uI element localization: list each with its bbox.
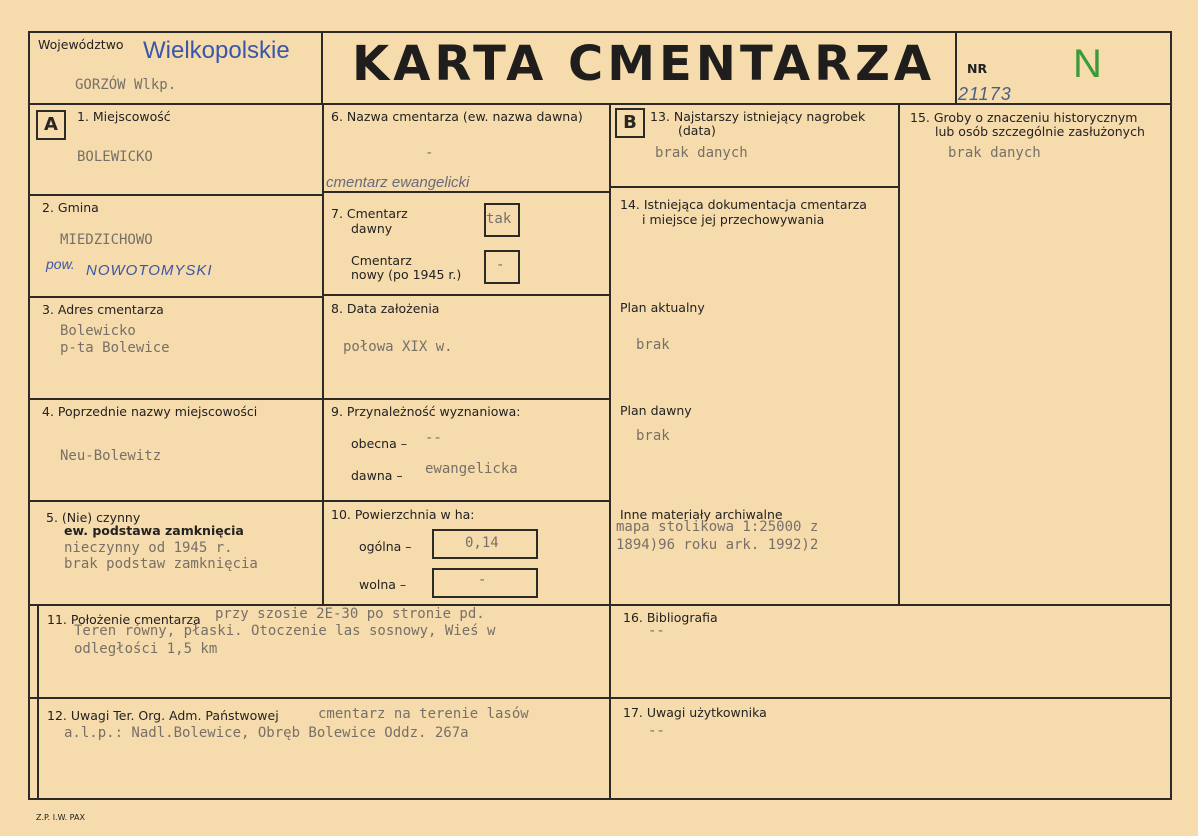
frame-top	[28, 31, 1172, 33]
field-10-ogolna-value: 0,14	[465, 535, 499, 551]
field-13-value: brak danych	[655, 145, 748, 161]
section-a-marker: A	[36, 110, 66, 140]
field-8-label: 8. Data założenia	[331, 301, 440, 316]
field-7-nowy-value: -	[496, 257, 505, 273]
row-bottom-1	[28, 604, 1172, 606]
nr-label: NR	[967, 61, 988, 76]
wojewodztwo-value: Wielkopolskie	[143, 37, 290, 64]
field-17-label: 17. Uwagi użytkownika	[623, 705, 767, 720]
card-title: KARTA CMENTARZA	[352, 36, 936, 92]
field-3-value-1: Bolewicko	[60, 323, 136, 339]
field-9-obecna-label: obecna –	[351, 436, 407, 451]
field-12-value-2: a.l.p.: Nadl.Bolewice, Obręb Bolewice Oddz. 267a	[64, 725, 469, 741]
field-7-label-2: dawny	[351, 221, 393, 236]
frame-right	[1170, 31, 1172, 800]
field-2-label: 2. Gmina	[42, 200, 99, 215]
field-5-value-1: nieczynny od 1945 r.	[64, 540, 233, 556]
wojewodztwo-label: Województwo	[38, 37, 124, 52]
field-5-label-2: ew. podstawa zamknięcia	[64, 523, 244, 538]
bottom-left-inner	[37, 604, 39, 799]
field-10-label: 10. Powierzchnia w ha:	[331, 507, 475, 522]
field-4-label: 4. Poprzednie nazwy miejscowości	[42, 404, 258, 419]
field-9-label: 9. Przynależność wyznaniowa:	[331, 404, 521, 419]
field-7-dawny-value: tak	[486, 211, 512, 227]
field-1-value: BOLEWICKO	[77, 149, 153, 165]
field-5-label-1: 5. (Nie) czynny	[46, 510, 141, 525]
field-10-ogolna-label: ogólna –	[359, 539, 412, 554]
nr-value: 21173	[958, 84, 1012, 104]
col-divider-1	[322, 103, 324, 605]
row-bottom-2	[28, 697, 1172, 699]
field-11-value-3: odległości 1,5 km	[74, 641, 218, 657]
col-divider-3	[898, 103, 900, 605]
field-7-nowy-label: Cmentarz	[351, 253, 412, 268]
inne-label: Inne materiały archiwalne	[620, 507, 783, 522]
col-divider-2	[609, 103, 611, 799]
plan-aktualny-label: Plan aktualny	[620, 300, 705, 315]
printer-mark: Z.P. I.W. PAX	[36, 813, 85, 822]
row-a3	[28, 398, 323, 400]
frame-left	[28, 31, 30, 800]
field-13-label-1: 13. Najstarszy istniejący nagrobek	[650, 109, 866, 124]
field-15-label-2: lub osób szczególnie zasłużonych	[935, 124, 1145, 139]
field-6-label: 6. Nazwa cmentarza (ew. nazwa dawna)	[331, 109, 583, 124]
section-b-marker: B	[615, 108, 645, 138]
field-1-label: 1. Miejscowość	[77, 109, 171, 124]
field-5-value-2: brak podstaw zamknięcia	[64, 556, 258, 572]
field-3-label: 3. Adres cmentarza	[42, 302, 164, 317]
field-16-label: 16. Bibliografia	[623, 610, 718, 625]
field-9-dawna-label: dawna –	[351, 468, 403, 483]
plan-dawny-value: brak	[636, 428, 670, 444]
field-6-value: -	[425, 145, 434, 161]
field-13-label-2: (data)	[678, 123, 716, 138]
field-11-value-2: Teren równy, płaski. Otoczenie las sosnowy, Wieś w	[74, 623, 496, 639]
field-12-value-1: cmentarz na terenie lasów	[318, 706, 529, 722]
field-11-label: 11. Położenie cmentarza	[47, 612, 201, 627]
field-6-handwritten: cmentarz ewangelicki	[326, 174, 470, 191]
nr-mark: N	[1073, 42, 1102, 86]
field-7-label: 7. Cmentarz	[331, 206, 408, 221]
field-4-value: Neu-Bolewitz	[60, 448, 162, 464]
header-divider-2	[955, 31, 957, 104]
row-a1	[28, 194, 323, 196]
field-10-wolna-value: -	[478, 572, 487, 588]
row-a2	[28, 296, 323, 298]
plan-aktualny-value: brak	[636, 337, 670, 353]
inne-value-1: mapa stolikowa 1:25000 z	[616, 519, 819, 535]
field-8-value: połowa XIX w.	[343, 339, 453, 355]
field-2-pow-prefix: pow.	[46, 256, 75, 272]
row-b2	[322, 294, 610, 296]
field-10-wolna-label: wolna –	[359, 577, 407, 592]
field-16-value: --	[648, 623, 665, 639]
field-9-dawna-value: ewangelicka	[425, 461, 518, 477]
row-b4	[322, 500, 610, 502]
field-11-value-1: przy szosie 2E-30 po stronie pd.	[215, 606, 485, 622]
field-9-obecna-value: --	[425, 430, 442, 446]
field-15-value: brak danych	[948, 145, 1041, 161]
row-b3	[322, 398, 610, 400]
field-2-value: MIEDZICHOWO	[60, 232, 153, 248]
field-15-label-1: 15. Groby o znaczeniu historycznym	[910, 110, 1138, 125]
field-17-value: --	[648, 723, 665, 739]
row-a4	[28, 500, 323, 502]
field-12-label: 12. Uwagi Ter. Org. Adm. Państwowej	[47, 708, 279, 723]
row-b1	[322, 191, 610, 193]
inne-value-2: 1894)96 roku ark. 1992)2	[616, 537, 819, 553]
header-divider-1	[321, 31, 323, 104]
field-3-value-2: p-ta Bolewice	[60, 340, 170, 356]
frame-bottom	[28, 798, 1172, 800]
row-c1	[609, 186, 899, 188]
plan-dawny-label: Plan dawny	[620, 403, 692, 418]
old-province: GORZÓW Wlkp.	[75, 77, 177, 93]
field-2-pow-value: NOWOTOMYSKI	[86, 262, 213, 279]
field-14-label-1: 14. Istniejąca dokumentacja cmentarza	[620, 197, 867, 212]
field-14-label-2: i miejsce jej przechowywania	[642, 212, 825, 227]
field-7-nowy-label-2: nowy (po 1945 r.)	[351, 267, 462, 282]
